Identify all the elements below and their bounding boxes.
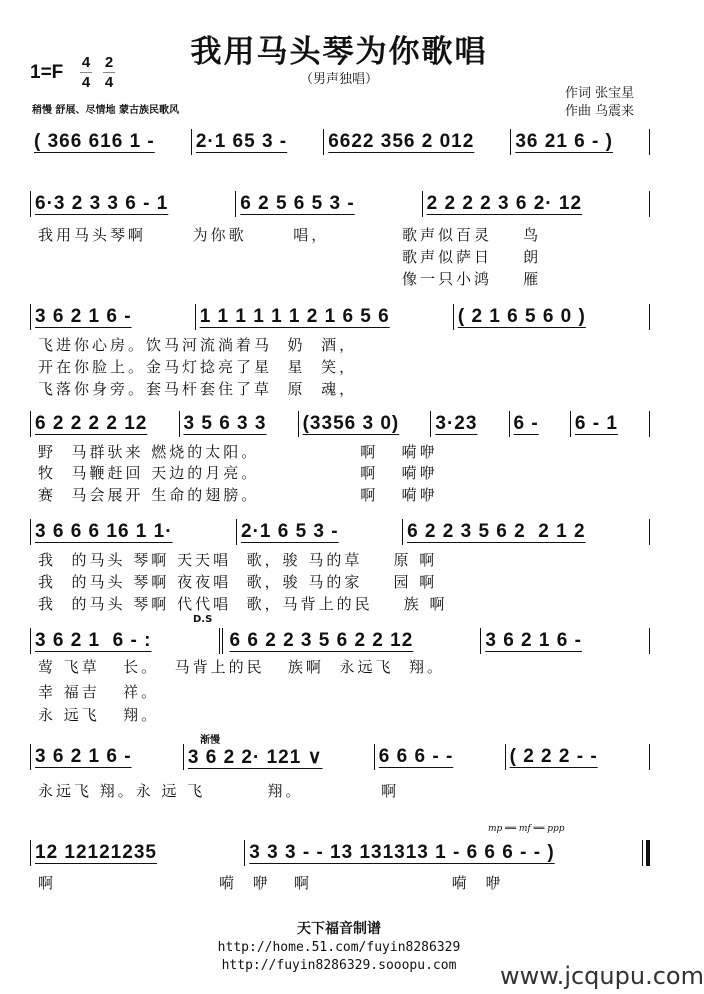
watermark: www.jcqupu.com (500, 962, 704, 990)
measure: 6 2 2 2 2 12 (35, 413, 148, 434)
staff-row (30, 412, 650, 436)
staff-row (30, 841, 650, 865)
staff-row (30, 130, 650, 154)
meter-top: 2 (104, 54, 114, 71)
lyric-line: 像一只小鸿 雁 (402, 270, 542, 288)
barline (649, 744, 650, 770)
lyric-line: 开在你脸上。金马灯捻亮了星 星 笑， (38, 358, 358, 376)
measure: 2·1 65 3 - (195, 131, 288, 152)
lyricist: 作词 张宝星 (565, 86, 635, 101)
staff-row (30, 629, 650, 653)
lyric-line: 我用马头琴啊 为你歌 唱， (38, 226, 330, 244)
measure: 12 12121235 (35, 842, 157, 863)
barline (219, 628, 226, 654)
lyric-line: 牧 马鞭赶回 天边的月亮。 啊 嗬咿 (38, 464, 438, 482)
barline (649, 628, 650, 654)
key-signature: 1=F (30, 62, 64, 83)
lyric-line: 歌声似萨日 朗 (402, 248, 542, 266)
composer: 作曲 乌震来 (565, 104, 635, 119)
lyric-line: 永 远飞 翔。 (38, 706, 160, 724)
ritardando-mark: 渐慢 (200, 735, 220, 746)
measure: 6 - 1 (574, 413, 618, 434)
measure: 3 6 6 6 16 1 1· (35, 521, 173, 542)
measure: 6 6 6 - - (378, 746, 454, 767)
lyric-line: 我 的马头 琴啊 代代唱 歌，马背上的民 族 啊 (38, 595, 448, 613)
measure: 3 6 2 1 6 - (35, 746, 132, 767)
song-subtitle: （男声独唱） (299, 72, 379, 87)
time-signature-4-4 (80, 54, 92, 91)
lyric-line: 我 的马头 琴啊 夜夜唱 歌，骏 马的家 园 啊 (38, 573, 438, 591)
measure: 6 6 2 2 3 5 6 2 2 12 (229, 630, 414, 651)
barline (649, 129, 650, 155)
staff-row (30, 305, 650, 329)
footer-credit: 天下福音制谱 (297, 921, 381, 937)
lyric-line: 野 马群驮来 燃烧的太阳。 啊 嗬咿 (38, 443, 438, 461)
measure: 6 - (513, 413, 539, 434)
measure: 6·3 2 3 3 6 - 1 (35, 193, 169, 214)
staff-row (30, 192, 650, 216)
measure: 3 6 2 1 6 - (485, 630, 582, 651)
measure: 3 6 2 2· 121 ∨ (187, 746, 323, 768)
lyric-line: 幸 福吉 祥。 (38, 683, 160, 701)
measure: ( 2 1 6 5 6 0 ) (457, 306, 586, 327)
measure: 3 5 6 3 3 (183, 413, 267, 434)
barline (649, 304, 650, 330)
measure: 6 2 5 6 5 3 - (240, 193, 355, 214)
measure: 3 6 2 1 6 - : (35, 630, 152, 651)
meter-bottom: 4 (81, 74, 91, 91)
barline (649, 519, 650, 545)
dynamics-marking: mp ══ mf ══ ppp (488, 824, 565, 834)
measure: ( 2 2 2 - - (509, 746, 598, 767)
tempo-marking: 稍慢 舒展、尽情地 蒙古族民歌风 (32, 105, 179, 116)
footer-url-1[interactable]: http://home.51.com/fuyin8286329 (217, 940, 461, 955)
staff-row (30, 745, 650, 769)
lyric-line: 歌声似百灵 鸟 (402, 226, 542, 244)
measure: 36 21 6 - ) (515, 131, 613, 152)
dal-segno-mark: D.S (193, 614, 213, 625)
barline (649, 191, 650, 217)
lyric-line: 赛 马会展开 生命的翅膀。 啊 嗬咿 (38, 486, 438, 504)
meter-bottom: 4 (104, 74, 114, 91)
measure: 2·1 6 5 3 - (241, 521, 339, 542)
barline (649, 411, 650, 437)
measure: 2 2 2 2 3 6 2· 12 (426, 193, 583, 214)
lyric-line: 永远飞 翔。永 远 飞 翔。 啊 (38, 782, 400, 800)
measure: 3 3 3 - - 13 131313 1 - 6 6 6 - - ) (249, 842, 555, 863)
barline (642, 840, 650, 866)
lyric-line: 莺 飞草 长。 马背上的民 族啊 永远飞 翔。 (38, 658, 445, 676)
footer-url-2[interactable]: http://fuyin8286329.sooopu.com (221, 958, 457, 973)
song-title: 我用马头琴为你歌唱 (190, 34, 488, 70)
lyric-line: 啊 嗬 咿 啊 嗬 咿 (38, 874, 504, 892)
measure: 1 1 1 1 1 1 2 1 6 5 6 (199, 306, 390, 327)
lyric-line: 我 的马头 琴啊 天天唱 歌，骏 马的草 原 啊 (38, 551, 438, 569)
lyric-line: 飞落你身旁。套马杆套住了草 原 魂， (38, 380, 358, 398)
meter-top: 4 (81, 54, 91, 71)
measure: 3 6 2 1 6 - (35, 306, 132, 327)
measure: 3·23 (435, 413, 478, 434)
measure: ( 366 616 1 - (34, 131, 155, 152)
lyric-line: 飞进你心房。饮马河流淌着马 奶 酒， (38, 336, 358, 354)
time-signature-2-4 (103, 54, 115, 91)
staff-row (30, 520, 650, 544)
measure: 6622 356 2 012 (328, 131, 475, 152)
measure: (3356 3 0) (302, 413, 400, 434)
measure: 6 2 2 3 5 6 2 2 1 2 (407, 521, 586, 542)
